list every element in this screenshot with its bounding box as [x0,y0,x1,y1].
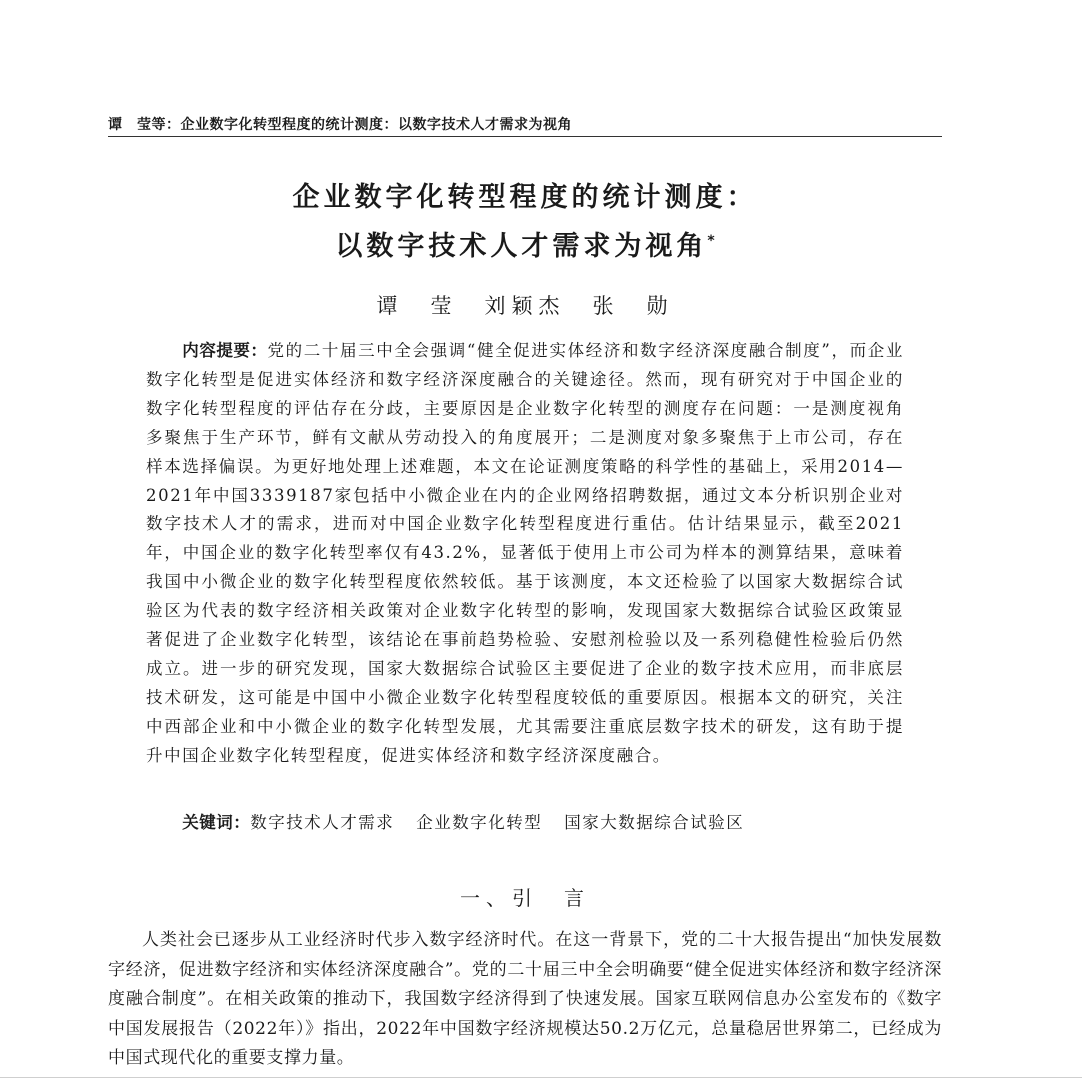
body-text [108,926,942,1074]
paper-title-line-1 [108,175,942,214]
abstract [146,337,904,771]
title-line-1-text: 企业数字化转型程度的统计测度： [292,182,758,213]
abstract-text: 党的二十届三中全会强调“健全促进实体经济和数字经济深度融合制度”，而企业数字化转型是促进实体经济和数字经济深度融合的关键途径。然而，现有研究对于中国企业的数字化转型程度的评估存在分歧，主要原因是企业数字化转型的测度存在问题：一是测度视角多聚焦于生产环节，鲜有文献从劳动投入的角度展开；二是测度对象多聚焦于上市公司，存在样本选择偏误。为更好地处理上述难题，本文在论证测度策略的科学性的基础上，采用2014—2021年中国3339187家包括中小微企业在内的企业网络招聘数据，通过文本分析识别企业对数字技术人才的需求，进而对中国企业数字化转型程度进行重估。估计结果显示，截至2021年，中国企业的数字化转型率仅有43.2%，显著低于使用上市公司为样本的测算结果，意味着我国中小微企业的数字化转型程度依然较低。基于该测度，本文还检验了以国家大数据综合试验区为代表的数字经济相关政策对企业数字化转型的影响，发现国家大数据综合试验区政策显著促进了企业数字化转型，该结论在事前趋势检验、安慰剂检验以及一系列稳健性检验后仍然成立。进一步的研究发现，国家大数据综合试验区主要促进了企业的数字技术应用，而非底层技术研发，这可能是中国中小微企业数字化转型程度较低的重要原因。根据本文的研究，关注中西部企业和中小微企业的数字化转型发展，尤其需要注重底层数字技术的研发，这有助于提升中国企业数字化转型程度，促进实体经济和数字经济深度融合。 [146,341,904,765]
abstract-label: 内容提要： [182,341,268,360]
title-footnote-mark: * [707,233,715,249]
keywords [146,809,904,837]
paper-title-line-2 [108,224,942,263]
title-line-2-text: 以数字技术人才需求为视角 [335,231,708,262]
keywords-label: 关键词： [182,813,251,832]
page-bottom-edge [0,1077,1082,1078]
running-header: 谭 莹等：企业数字化转型程度的统计测度：以数字技术人才需求为视角 [108,117,572,133]
keyword: 数字技术人才需求 [250,813,395,832]
body-paragraph: 人类社会已逐步从工业经济时代步入数字经济时代。在这一背景下，党的二十大报告提出“加快发展数字经济，促进数字经济和实体经济深度融合”。党的二十届三中全会明确要“健全促进实体经济和数字经济深度融合制度”。在相关政策的推动下，我国数字经济得到了快速发展。国家互联网信息办公室发布的《数字中国发展报告（2022年）》指出，2022年中国数字经济规模达50.2万亿元，总量稳居世界第二，已经成为中国式现代化的重要支撑力量。 [108,930,942,1068]
keyword: 国家大数据综合试验区 [564,813,745,832]
authors: 谭 莹 刘颖杰 张 勋 [376,294,674,318]
section-heading: 一、引 言 [460,886,590,910]
abstract-paragraph [146,337,904,771]
keyword: 企业数字化转型 [416,813,543,832]
header-divider [108,136,942,137]
